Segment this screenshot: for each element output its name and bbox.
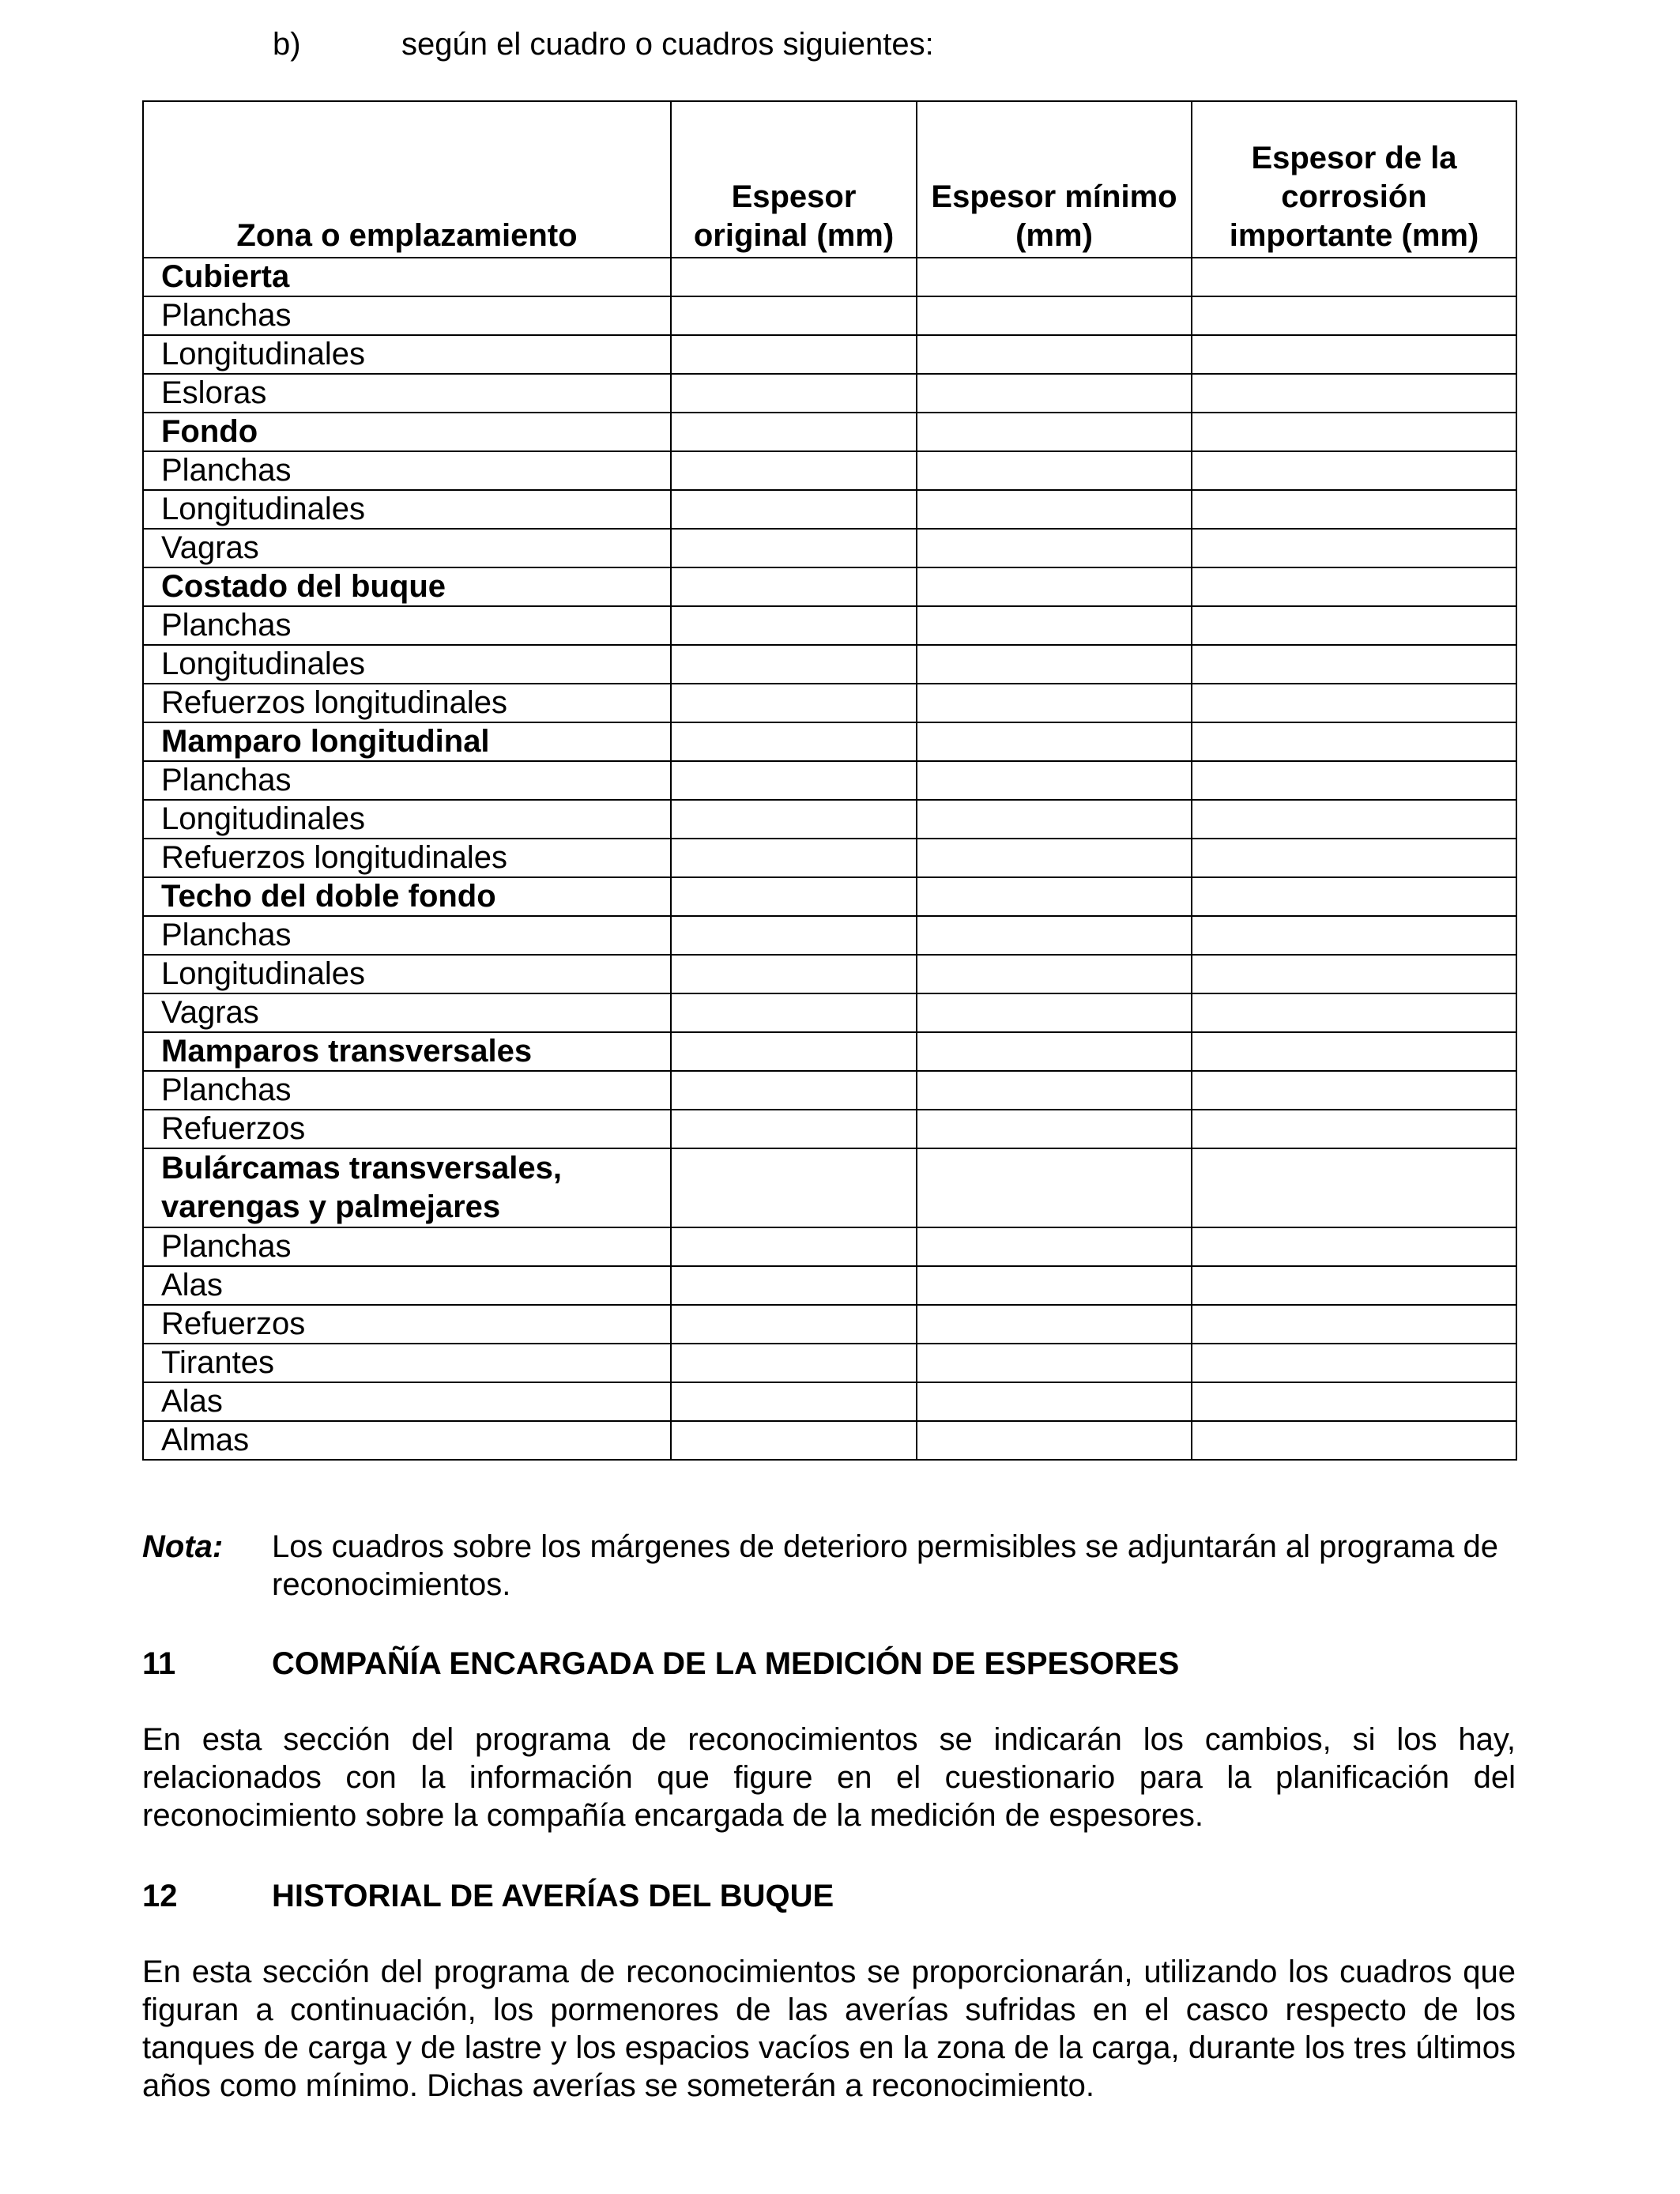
table-row: [143, 335, 1516, 374]
zone-cell: Refuerzos: [143, 1305, 671, 1344]
zone-cell: Tirantes: [143, 1344, 671, 1382]
minimum-thickness-cell: [917, 1382, 1192, 1421]
section-11-title: COMPAÑÍA ENCARGADA DE LA MEDICIÓN DE ESPESORES: [272, 1646, 1180, 1681]
original-thickness-cell: [671, 374, 917, 413]
original-thickness-cell: [671, 529, 917, 567]
table-row: [143, 839, 1516, 877]
minimum-thickness-cell: [917, 1266, 1192, 1305]
corrosion-thickness-cell: [1192, 374, 1516, 413]
original-thickness-cell: [671, 451, 917, 490]
original-thickness-cell: [671, 1382, 917, 1421]
corrosion-thickness-cell: [1192, 1110, 1516, 1148]
table-row: [143, 993, 1516, 1032]
minimum-thickness-cell: [917, 413, 1192, 451]
corrosion-thickness-cell: [1192, 1148, 1516, 1227]
zone-cell: Planchas: [143, 1071, 671, 1110]
section-12-text: En esta sección del programa de reconocimientos se proporcionarán, utilizando los cuadros que figuran a continuación, los pormenores de las averías sufridas en el casco respecto de los tanques de carga y de lastre y los espacios vacíos en la zona de la carga, durante los tres últimos años como mínimo. Dichas averías se someterán a reconocimiento.: [142, 1955, 1516, 2103]
minimum-thickness-cell: [917, 1071, 1192, 1110]
original-thickness-cell: [671, 722, 917, 761]
zone-cell: Mamparo longitudinal: [143, 722, 671, 761]
table-row: [143, 684, 1516, 722]
zone-cell: Techo del doble fondo: [143, 877, 671, 916]
corrosion-thickness-cell: [1192, 1344, 1516, 1382]
table-section-row: [143, 722, 1516, 761]
minimum-thickness-cell: [917, 800, 1192, 839]
original-thickness-cell: [671, 800, 917, 839]
note: [142, 1528, 1516, 1604]
table-section-row: [143, 567, 1516, 606]
zone-cell: Refuerzos longitudinales: [143, 839, 671, 877]
original-thickness-cell: [671, 1421, 917, 1460]
header-original-thickness: Espesor original (mm): [671, 101, 917, 258]
corrosion-thickness-cell: [1192, 529, 1516, 567]
corrosion-thickness-cell: [1192, 451, 1516, 490]
original-thickness-cell: [671, 684, 917, 722]
corrosion-thickness-cell: [1192, 1421, 1516, 1460]
minimum-thickness-cell: [917, 1421, 1192, 1460]
header-corrosion-thickness: Espesor de la corrosión importante (mm): [1192, 101, 1516, 258]
original-thickness-cell: [671, 1032, 917, 1071]
corrosion-thickness-cell: [1192, 258, 1516, 296]
corrosion-thickness-cell: [1192, 800, 1516, 839]
item-marker: b): [273, 27, 301, 62]
minimum-thickness-cell: [917, 490, 1192, 529]
zone-cell: Longitudinales: [143, 645, 671, 684]
table-body: [143, 258, 1516, 1460]
table-row: [143, 529, 1516, 567]
corrosion-thickness-cell: [1192, 645, 1516, 684]
corrosion-thickness-cell: [1192, 567, 1516, 606]
zone-cell: Refuerzos longitudinales: [143, 684, 671, 722]
table-row: [143, 1071, 1516, 1110]
corrosion-thickness-cell: [1192, 839, 1516, 877]
table-section-row: [143, 1148, 1516, 1227]
table-section-row: [143, 1032, 1516, 1071]
zone-cell: Longitudinales: [143, 490, 671, 529]
corrosion-thickness-cell: [1192, 1382, 1516, 1421]
minimum-thickness-cell: [917, 839, 1192, 877]
table-row: [143, 451, 1516, 490]
corrosion-thickness-cell: [1192, 722, 1516, 761]
table-row: [143, 296, 1516, 335]
thickness-table: [142, 100, 1517, 1461]
zone-cell: Longitudinales: [143, 800, 671, 839]
table-row: [143, 1305, 1516, 1344]
minimum-thickness-cell: [917, 1227, 1192, 1266]
original-thickness-cell: [671, 258, 917, 296]
original-thickness-cell: [671, 490, 917, 529]
corrosion-thickness-cell: [1192, 413, 1516, 451]
table-section-row: [143, 413, 1516, 451]
minimum-thickness-cell: [917, 374, 1192, 413]
table-row: [143, 1382, 1516, 1421]
minimum-thickness-cell: [917, 761, 1192, 800]
corrosion-thickness-cell: [1192, 993, 1516, 1032]
zone-cell: Costado del buque: [143, 567, 671, 606]
minimum-thickness-cell: [917, 335, 1192, 374]
table-row: [143, 374, 1516, 413]
minimum-thickness-cell: [917, 1110, 1192, 1148]
corrosion-thickness-cell: [1192, 916, 1516, 955]
minimum-thickness-cell: [917, 993, 1192, 1032]
zone-cell: Mamparos transversales: [143, 1032, 671, 1071]
corrosion-thickness-cell: [1192, 335, 1516, 374]
corrosion-thickness-cell: [1192, 296, 1516, 335]
original-thickness-cell: [671, 567, 917, 606]
table-row: [143, 645, 1516, 684]
table-row: [143, 1266, 1516, 1305]
table-row: [143, 761, 1516, 800]
zone-cell: Planchas: [143, 916, 671, 955]
table-row: [143, 1110, 1516, 1148]
minimum-thickness-cell: [917, 916, 1192, 955]
zone-cell: Refuerzos: [143, 1110, 671, 1148]
original-thickness-cell: [671, 1227, 917, 1266]
original-thickness-cell: [671, 993, 917, 1032]
header-minimum-thickness: Espesor mínimo (mm): [917, 101, 1192, 258]
original-thickness-cell: [671, 645, 917, 684]
original-thickness-cell: [671, 839, 917, 877]
table-row: [143, 916, 1516, 955]
zone-cell: Longitudinales: [143, 955, 671, 993]
minimum-thickness-cell: [917, 877, 1192, 916]
original-thickness-cell: [671, 1305, 917, 1344]
corrosion-thickness-cell: [1192, 955, 1516, 993]
minimum-thickness-cell: [917, 1148, 1192, 1227]
table-row: [143, 606, 1516, 645]
original-thickness-cell: [671, 1071, 917, 1110]
minimum-thickness-cell: [917, 645, 1192, 684]
corrosion-thickness-cell: [1192, 1227, 1516, 1266]
corrosion-thickness-cell: [1192, 1305, 1516, 1344]
minimum-thickness-cell: [917, 1344, 1192, 1382]
original-thickness-cell: [671, 1148, 917, 1227]
original-thickness-cell: [671, 761, 917, 800]
original-thickness-cell: [671, 1344, 917, 1382]
minimum-thickness-cell: [917, 567, 1192, 606]
original-thickness-cell: [671, 916, 917, 955]
table-section-row: [143, 258, 1516, 296]
corrosion-thickness-cell: [1192, 761, 1516, 800]
corrosion-thickness-cell: [1192, 684, 1516, 722]
zone-cell: Almas: [143, 1421, 671, 1460]
section-11-text: En esta sección del programa de reconocimientos se indicarán los cambios, si los hay, relacionados con la información que figure en el cuestionario para la planificación del reconocimiento sobre la compañía encargada de la medición de espesores.: [142, 1722, 1516, 1833]
zone-cell: Bulárcamas transversales, varengas y palmejares: [143, 1148, 671, 1227]
table-row: [143, 490, 1516, 529]
zone-cell: Planchas: [143, 606, 671, 645]
original-thickness-cell: [671, 335, 917, 374]
zone-cell: Planchas: [143, 296, 671, 335]
original-thickness-cell: [671, 413, 917, 451]
zone-cell: Alas: [143, 1382, 671, 1421]
zone-cell: Cubierta: [143, 258, 671, 296]
minimum-thickness-cell: [917, 529, 1192, 567]
corrosion-thickness-cell: [1192, 877, 1516, 916]
original-thickness-cell: [671, 1266, 917, 1305]
zone-cell: Vagras: [143, 529, 671, 567]
corrosion-thickness-cell: [1192, 1266, 1516, 1305]
corrosion-thickness-cell: [1192, 1032, 1516, 1071]
note-text: Los cuadros sobre los márgenes de deterioro permisibles se adjuntarán al programa de reconocimientos.: [272, 1529, 1498, 1602]
table-row: [143, 1344, 1516, 1382]
original-thickness-cell: [671, 955, 917, 993]
original-thickness-cell: [671, 296, 917, 335]
table-section-row: [143, 877, 1516, 916]
minimum-thickness-cell: [917, 722, 1192, 761]
zone-cell: Planchas: [143, 451, 671, 490]
minimum-thickness-cell: [917, 451, 1192, 490]
minimum-thickness-cell: [917, 1305, 1192, 1344]
section-11-number: 11: [142, 1646, 176, 1681]
original-thickness-cell: [671, 606, 917, 645]
zone-cell: Alas: [143, 1266, 671, 1305]
original-thickness-cell: [671, 877, 917, 916]
note-label: Nota:: [142, 1529, 224, 1564]
corrosion-thickness-cell: [1192, 1071, 1516, 1110]
minimum-thickness-cell: [917, 258, 1192, 296]
zone-cell: Vagras: [143, 993, 671, 1032]
minimum-thickness-cell: [917, 955, 1192, 993]
zone-cell: Longitudinales: [143, 335, 671, 374]
section-12-number: 12: [142, 1879, 178, 1913]
header-zone: Zona o emplazamiento: [143, 101, 671, 258]
minimum-thickness-cell: [917, 1032, 1192, 1071]
minimum-thickness-cell: [917, 296, 1192, 335]
table-row: [143, 1227, 1516, 1266]
table-header-row: [143, 101, 1516, 258]
table-row: [143, 955, 1516, 993]
minimum-thickness-cell: [917, 606, 1192, 645]
zone-cell: Fondo: [143, 413, 671, 451]
section-12-title: HISTORIAL DE AVERÍAS DEL BUQUE: [272, 1879, 834, 1913]
table-row: [143, 1421, 1516, 1460]
zone-cell: Esloras: [143, 374, 671, 413]
table-row: [143, 800, 1516, 839]
zone-cell: Planchas: [143, 761, 671, 800]
corrosion-thickness-cell: [1192, 606, 1516, 645]
original-thickness-cell: [671, 1110, 917, 1148]
minimum-thickness-cell: [917, 684, 1192, 722]
corrosion-thickness-cell: [1192, 490, 1516, 529]
zone-cell: Planchas: [143, 1227, 671, 1266]
intro-text: según el cuadro o cuadros siguientes:: [401, 27, 934, 62]
